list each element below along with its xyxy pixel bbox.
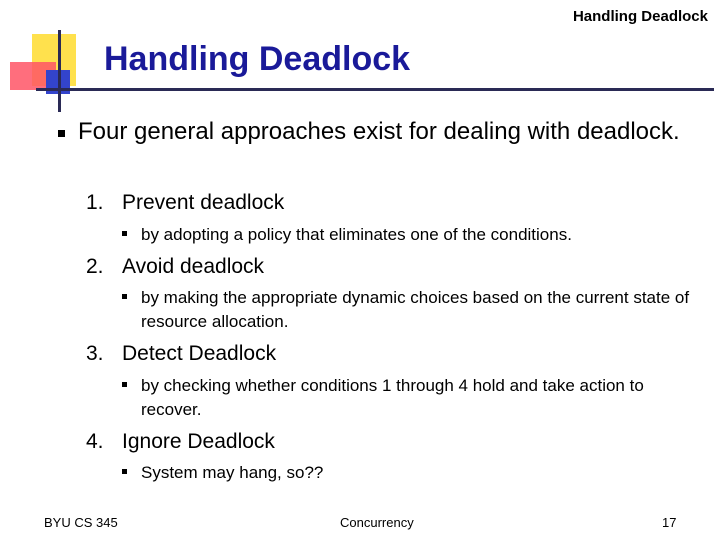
list-item-label: Prevent deadlock bbox=[122, 191, 285, 214]
footer-topic: Concurrency bbox=[340, 515, 414, 530]
slide-title: Handling Deadlock bbox=[104, 40, 411, 78]
list-item-label: Ignore Deadlock bbox=[122, 430, 275, 453]
list-item-1-heading bbox=[86, 191, 284, 215]
list-item-4-heading bbox=[86, 430, 275, 454]
square-bullet-icon bbox=[122, 294, 127, 299]
square-bullet-icon bbox=[122, 382, 127, 387]
list-item-1-detail: by adopting a policy that eliminates one of the conditions. bbox=[141, 225, 572, 244]
list-item-3-detail: by checking whether conditions 1 through 4 hold and take action to recover. bbox=[141, 376, 644, 419]
square-bullet-icon bbox=[122, 231, 127, 236]
list-item-4-detail: System may hang, so?? bbox=[141, 463, 324, 482]
list-item-label: Detect Deadlock bbox=[122, 342, 277, 365]
square-bullet-icon bbox=[122, 469, 127, 474]
running-title: Handling Deadlock bbox=[572, 8, 708, 25]
list-item-2-heading bbox=[86, 255, 264, 279]
list-item-number: 1. bbox=[86, 191, 104, 214]
list-item-2-detail: by making the appropriate dynamic choices based on the current state of resource allocation. bbox=[141, 288, 690, 331]
list-item-number: 2. bbox=[86, 255, 104, 278]
logo-vertical-line bbox=[58, 30, 61, 112]
list-item-number: 4. bbox=[86, 430, 104, 453]
intro-text: Four general approaches exist for dealing with deadlock. bbox=[78, 118, 680, 145]
list-item-3-heading bbox=[86, 342, 276, 366]
title-underline bbox=[36, 88, 714, 91]
list-item-number: 3. bbox=[86, 342, 104, 365]
footer-course: BYU CS 345 bbox=[44, 515, 118, 530]
square-bullet-icon bbox=[58, 130, 65, 137]
list-item-label: Avoid deadlock bbox=[122, 255, 265, 278]
page-number: 17 bbox=[662, 515, 677, 530]
